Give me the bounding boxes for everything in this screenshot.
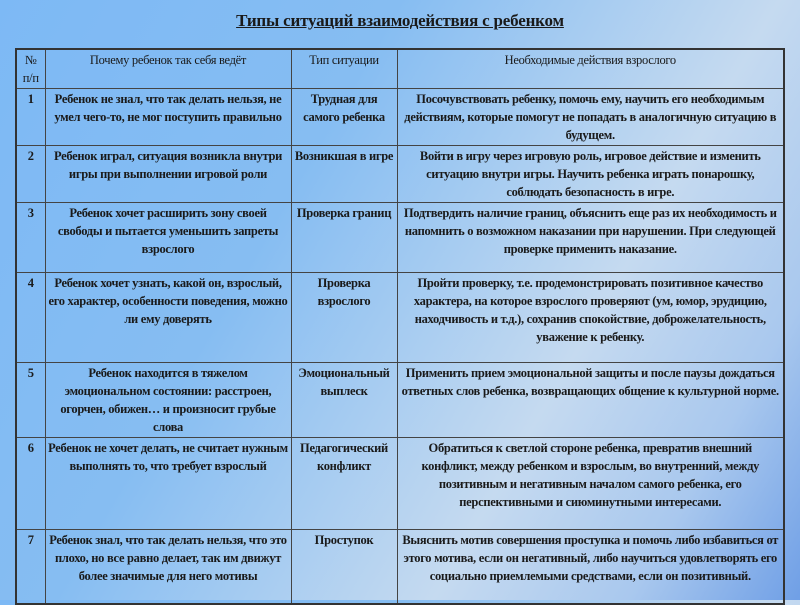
cell-num: 5 <box>16 363 45 438</box>
cell-action: Войти в игру через игровую роль, игровое действие и изменить ситуацию внутри игры. Научить ребенка играть понарошку, соблюдать безопасность в игре. <box>397 146 784 203</box>
cell-reason: Ребенок хочет узнать, какой он, взрослый, его характер, особенности поведения, можно ли ему доверять <box>45 273 291 363</box>
cell-action: Выяснить мотив совершения проступка и помочь либо избавиться от этого мотива, если он негативный, либо научиться удовлетворять его социально приемлемыми средствами, если он позитивный. <box>397 530 784 604</box>
cell-reason: Ребенок знал, что так делать нельзя, что это плохо, но все равно делает, так им движут более значимые для него мотивы <box>45 530 291 604</box>
cell-reason: Ребенок играл, ситуация возникла внутри игры при выполнении игровой роли <box>45 146 291 203</box>
cell-num: 4 <box>16 273 45 363</box>
cell-type: Проверка границ <box>291 203 397 273</box>
slide-title: Типы ситуаций взаимодействия с ребенком <box>236 11 564 30</box>
table-row <box>16 89 784 146</box>
cell-num: 2 <box>16 146 45 203</box>
table-row <box>16 273 784 363</box>
table-row <box>16 203 784 273</box>
table-row <box>16 363 784 438</box>
cell-action: Обратиться к светлой стороне ребенка, превратив внешний конфликт, между ребенком и взрослым, во внутренний, между позитивным и негативным началом самого ребенка, его перспективными и сиюминутными интересами. <box>397 438 784 530</box>
cell-type: Трудная для самого ребенка <box>291 89 397 146</box>
table-row <box>16 530 784 604</box>
header-reason: Почему ребенок так себя ведёт <box>45 49 291 89</box>
cell-num: 1 <box>16 89 45 146</box>
cell-action: Подтвердить наличие границ, объяснить еще раз их необходимость и напомнить о возможном наказании при нарушении. При следующей проверке применить наказание. <box>397 203 784 273</box>
cell-action: Посочувствовать ребенку, помочь ему, научить его необходимым действиям, которые помогут не попадать в аналогичную ситуацию в будущем. <box>397 89 784 146</box>
cell-num: 3 <box>16 203 45 273</box>
cell-type: Педагогический конфликт <box>291 438 397 530</box>
cell-reason: Ребенок хочет расширить зону своей свободы и пытается уменьшить запреты взрослого <box>45 203 291 273</box>
situations-table <box>15 48 785 605</box>
cell-type: Проверка взрослого <box>291 273 397 363</box>
cell-action: Пройти проверку, т.е. продемонстрировать позитивное качество характера, на которое взрослого проверяют (ум, юмор, эрудицию, находчивость и т.д.), сохранив спокойствие, доброжелательность, уважение к ребенку. <box>397 273 784 363</box>
cell-num: 7 <box>16 530 45 604</box>
header-action: Необходимые действия взрослого <box>397 49 784 89</box>
header-type: Тип ситуации <box>291 49 397 89</box>
cell-reason: Ребенок не хочет делать, не считает нужным выполнять то, что требует взрослый <box>45 438 291 530</box>
cell-type: Возникшая в игре <box>291 146 397 203</box>
cell-type: Проступок <box>291 530 397 604</box>
header-number: № п/п <box>16 49 45 89</box>
table-row <box>16 146 784 203</box>
table-row <box>16 438 784 530</box>
cell-type: Эмоциональный выплеск <box>291 363 397 438</box>
cell-reason: Ребенок находится в тяжелом эмоциональном состоянии: расстроен, огорчен, обижен… и произносит грубые слова <box>45 363 291 438</box>
cell-action: Применить прием эмоциональной защиты и после паузы дождаться ответных слов ребенка, возвращающих общение к культурной норме. <box>397 363 784 438</box>
cell-num: 6 <box>16 438 45 530</box>
cell-reason: Ребенок не знал, что так делать нельзя, не умел чего-то, не мог поступить правильно <box>45 89 291 146</box>
table-header <box>16 49 784 89</box>
